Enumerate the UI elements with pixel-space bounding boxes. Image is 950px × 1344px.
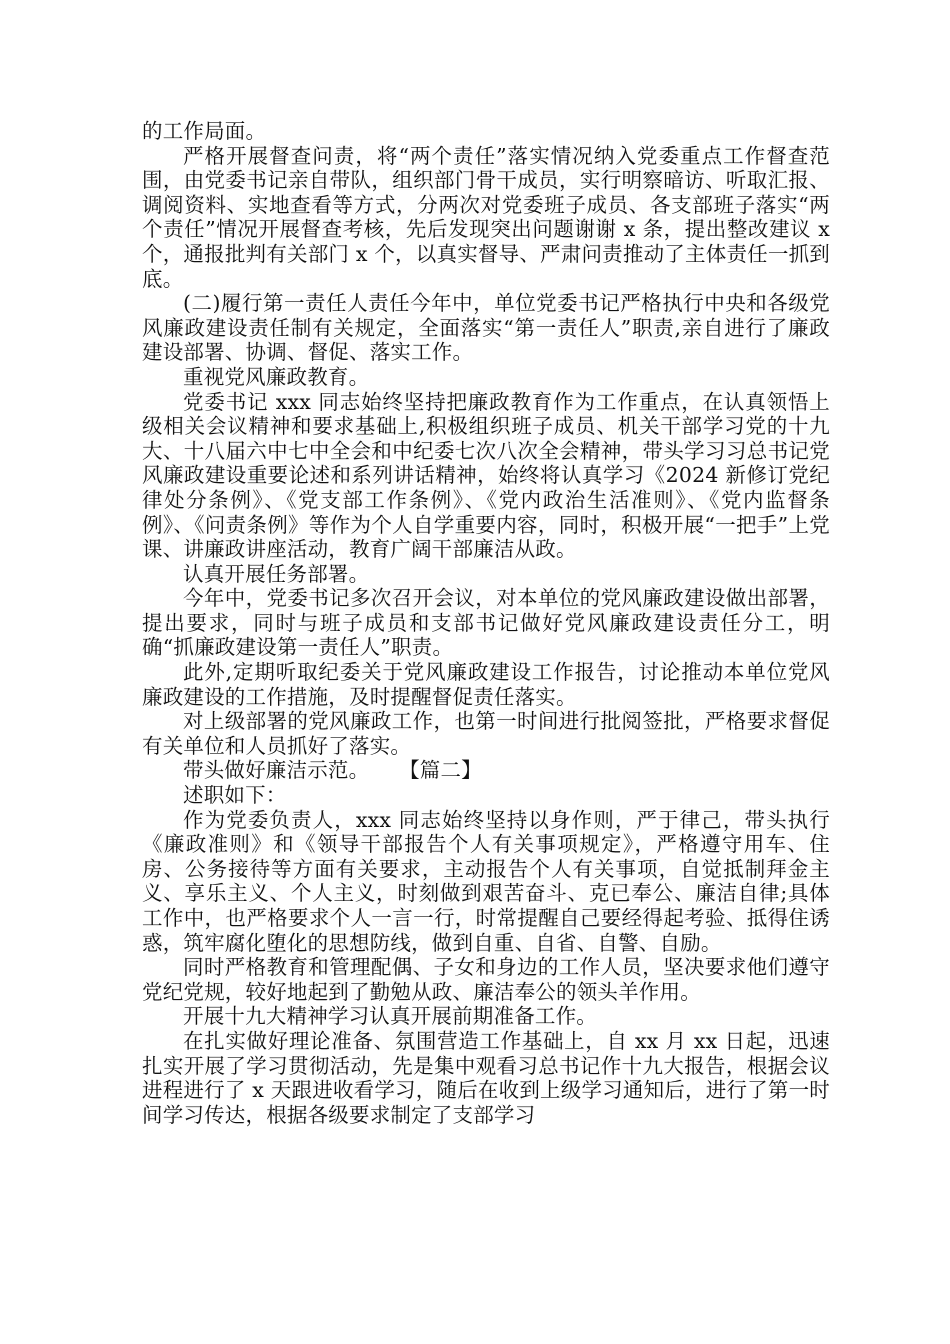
paragraph: 在扎实做好理论准备、氛围营造工作基础上，自 xx 月 xx 日起，迅速扎实开展了学习贯彻活动，先是集中观看习总书记作十九大报告，根据会议进程进行了 x 天跟进收看学习，随后在收到上级学习通知后，进行了第一时间学习传达，根据各级要求制定了支部学习 xyxy=(142,1028,830,1127)
paragraph: 党委书记 xxx 同志始终坚持把廉政教育作为工作重点，在认真领悟上级相关会议精神和要求基础上,积极组织班子成员、机关干部学习党的十九大、十八届六中七中全会和中纪委七次八次全会精神，带头学习习总书记党风廉政建设重要论述和系列讲话精神，始终将认真学习《2024 新修订党纪律处分条例》、《党支部工作条例》、《党内政治生活准则》、《党内监督条例》、《问责条例》等作为个人自学重要内容，同时，积极开展“一把手”上党课、讲廉政讲座活动，教育广阔干部廉洁从政。 xyxy=(142,389,830,562)
paragraph: 对上级部署的党风廉政工作，也第一时间进行批阅签批，严格要求督促有关单位和人员抓好了落实。 xyxy=(142,709,830,758)
paragraph-heading: 带头做好廉洁示范。 xyxy=(183,758,370,783)
paragraph: 严格开展督查问责，将“两个责任”落实情况纳入党委重点工作督查范围，由党委书记亲自带队，组织部门骨干成员，实行明察暗访、听取汇报、调阅资料、实地查看等方式，分两次对党委班子成员、各支部班子落实“两个责任”情况开展督查考核，先后发现突出问题谢谢 x 条，提出整改建议 x 个，通报批判有关部门 x 个，以真实督导、严肃问责推动了主体责任一抓到底。 xyxy=(142,143,830,291)
paragraph: (二)履行第一责任人责任今年中，单位党委书记严格执行中央和各级党风廉政建设责任制有关规定，全面落实“第一责任人”职责,亲自进行了廉政建设部署、协调、督促、落实工作。 xyxy=(142,291,830,365)
paragraph-heading-with-marker xyxy=(142,758,830,783)
document-body xyxy=(142,119,830,1127)
paragraph: 的工作局面。 xyxy=(142,119,267,143)
paragraph-heading: 认真开展任务部署。 xyxy=(183,561,370,586)
paragraph: 今年中，党委书记多次召开会议，对本单位的党风廉政建设做出部署，提出要求，同时与班子成员和支部书记做好党风廉政建设责任分工，明确“抓廉政建设第一责任人”职责。 xyxy=(142,586,830,660)
section-marker: 【篇二】 xyxy=(409,758,482,783)
paragraph-heading: 重视党风廉政教育。 xyxy=(183,364,370,389)
paragraph: 此外,定期听取纪委关于党风廉政建设工作报告，讨论推动本单位党风廉政建设的工作措施，及时提醒督促责任落实。 xyxy=(142,660,830,709)
paragraph: 同时严格教育和管理配偶、子女和身边的工作人员，坚决要求他们遵守党纪党规，较好地起到了勤勉从政、廉洁奉公的领头羊作用。 xyxy=(142,955,830,1004)
paragraph: 述职如下： xyxy=(183,783,287,808)
paragraph-heading: 开展十九大精神学习认真开展前期准备工作。 xyxy=(183,1004,597,1029)
paragraph: 作为党委负责人，xxx 同志始终坚持以身作则，严于律己，带头执行《廉政准则》和《领导干部报告个人有关事项规定》，严格遵守用车、住房、公务接待等方面有关要求，主动报告个人有关事项，自觉抵制拜金主义、享乐主义、个人主义，时刻做到艰苦奋斗、克已奉公、廉洁自律;具体工作中，也严格要求个人一言一行，时常提醒自己要经得起考验、抵得住诱惑，筑牢腐化堕化的思想防线，做到自重、自省、自警、自励。 xyxy=(142,807,830,955)
